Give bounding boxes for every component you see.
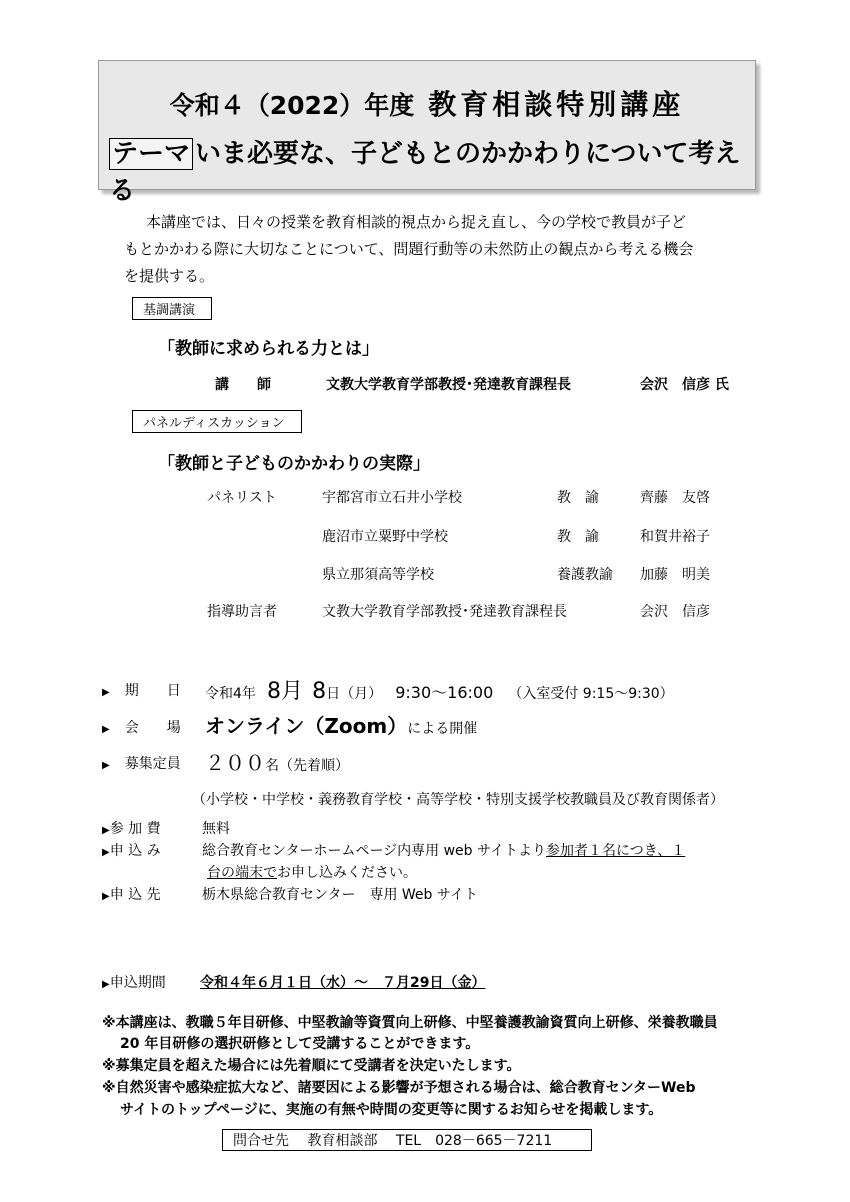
panelist-label: パネリスト	[207, 490, 277, 506]
venue-value: オンライン（Zoom）による開催	[205, 714, 478, 738]
theme-label: テーマ	[109, 138, 193, 170]
advisor-name: 会沢 信彦	[640, 604, 710, 620]
keynote-affiliation: 文教大学教育学部教授･発達教育課程長	[326, 377, 571, 393]
fee-value: 無料	[202, 821, 230, 837]
keynote-tag: 基調講演	[132, 297, 212, 320]
apply-label: ▶申 込 み	[102, 843, 161, 859]
panelist-school: 宇都宮市立石井小学校	[322, 490, 462, 506]
panel-tag: パネルディスカッション	[132, 410, 302, 433]
advisor-label: 指導助言者	[207, 604, 277, 620]
theme-line	[109, 133, 755, 207]
intro-line-2: もとかかわる際に大切なことについて、問題行動等の未然防止の観点から考える機会	[124, 240, 694, 258]
apply-line-2: 台の端末でお申し込みください。	[207, 865, 417, 881]
capacity-value: ２００名（先着順）	[205, 751, 349, 775]
bullet-icon: ▶	[102, 687, 110, 698]
bullet-icon: ▶	[102, 979, 110, 990]
bullet-icon: ▶	[102, 891, 110, 902]
bullet-icon: ▶	[102, 825, 110, 836]
keynote-title: 「教師に求められる力とは」	[158, 339, 379, 359]
panelist-school: 県立那須高等学校	[322, 567, 434, 583]
intro-line-3: を提供する。	[124, 267, 215, 285]
panelist-position: 養護教諭	[557, 567, 613, 583]
venue-row	[102, 717, 181, 737]
advisor-affiliation: 文教大学教育学部教授･発達教育課程長	[322, 604, 567, 620]
title-main: 教育相談特別講座	[428, 88, 685, 121]
contact-box: 問合せ先 教育相談部 TEL 028－665－7211	[222, 1129, 592, 1151]
note-1-line-2: 20 年目研修の選択研修として受講することができます。	[120, 1036, 480, 1052]
keynote-speaker: 会沢 信彦 氏	[640, 377, 729, 393]
date-row	[102, 680, 181, 700]
panelist-position: 教 諭	[557, 490, 599, 506]
title-banner	[98, 60, 756, 206]
destination-label: ▶申 込 先	[102, 887, 161, 903]
note-3-line-1: ※自然災害や感染症拡大など、諸要因による影響が予想される場合は、総合教育センターWeb	[102, 1080, 696, 1096]
note-1-line-1: ※本講座は、教職５年目研修、中堅教諭等資質向上研修、中堅養護教諭資質向上研修、栄養教職員	[102, 1015, 718, 1031]
event-title	[99, 83, 755, 123]
period-value: 令和４年６月１日（水）～ ７月29日（金）	[200, 975, 486, 991]
note-2: ※募集定員を超えた場合には先着順にて受講者を決定いたします。	[102, 1058, 521, 1074]
title-prefix: 令和４（2022）年度	[169, 91, 415, 120]
period-label: ▶申込期間	[102, 975, 166, 991]
bullet-icon: ▶	[102, 760, 110, 771]
destination-value: 栃木県総合教育センター 専用 Web サイト	[202, 887, 478, 903]
intro-line-1: 本講座では、日々の授業を教育相談的視点から捉え直し、今の学校で教員が子ど	[146, 213, 687, 231]
panelist-name: 齊藤 友啓	[640, 490, 710, 506]
bullet-icon: ▶	[102, 724, 110, 735]
eligibility: （小学校・中学校・義務教育学校・高等学校・特別支援学校教職員及び教育関係者）	[192, 792, 724, 808]
panelist-name: 和賀井裕子	[640, 529, 710, 545]
panelist-position: 教 諭	[557, 529, 599, 545]
theme-text: いま必要な、子どもとのかかわりについて考える	[109, 139, 741, 206]
panelist-name: 加藤 明美	[640, 567, 710, 583]
date-label: 期 日	[124, 683, 181, 699]
capacity-row	[102, 753, 181, 773]
apply-line-1: 総合教育センターホームページ内専用 web サイトより参加者１名につき、１	[202, 843, 686, 859]
date-value: 令和4年 8月 8日（月） 9:30～16:00 （入室受付 9:15～9:30）	[205, 679, 674, 704]
fee-label: ▶参 加 費	[102, 821, 161, 837]
panel-title: 「教師と子どものかかわりの実際」	[158, 454, 430, 474]
note-3-line-2: サイトのトップページに、実施の有無や時間の変更等に関するお知らせを掲載します。	[120, 1102, 663, 1118]
panelist-school: 鹿沼市立粟野中学校	[322, 529, 448, 545]
bullet-icon: ▶	[102, 847, 110, 858]
venue-label: 会 場	[124, 720, 181, 736]
capacity-label: 募集定員	[124, 756, 181, 772]
keynote-role: 講 師	[215, 377, 271, 393]
